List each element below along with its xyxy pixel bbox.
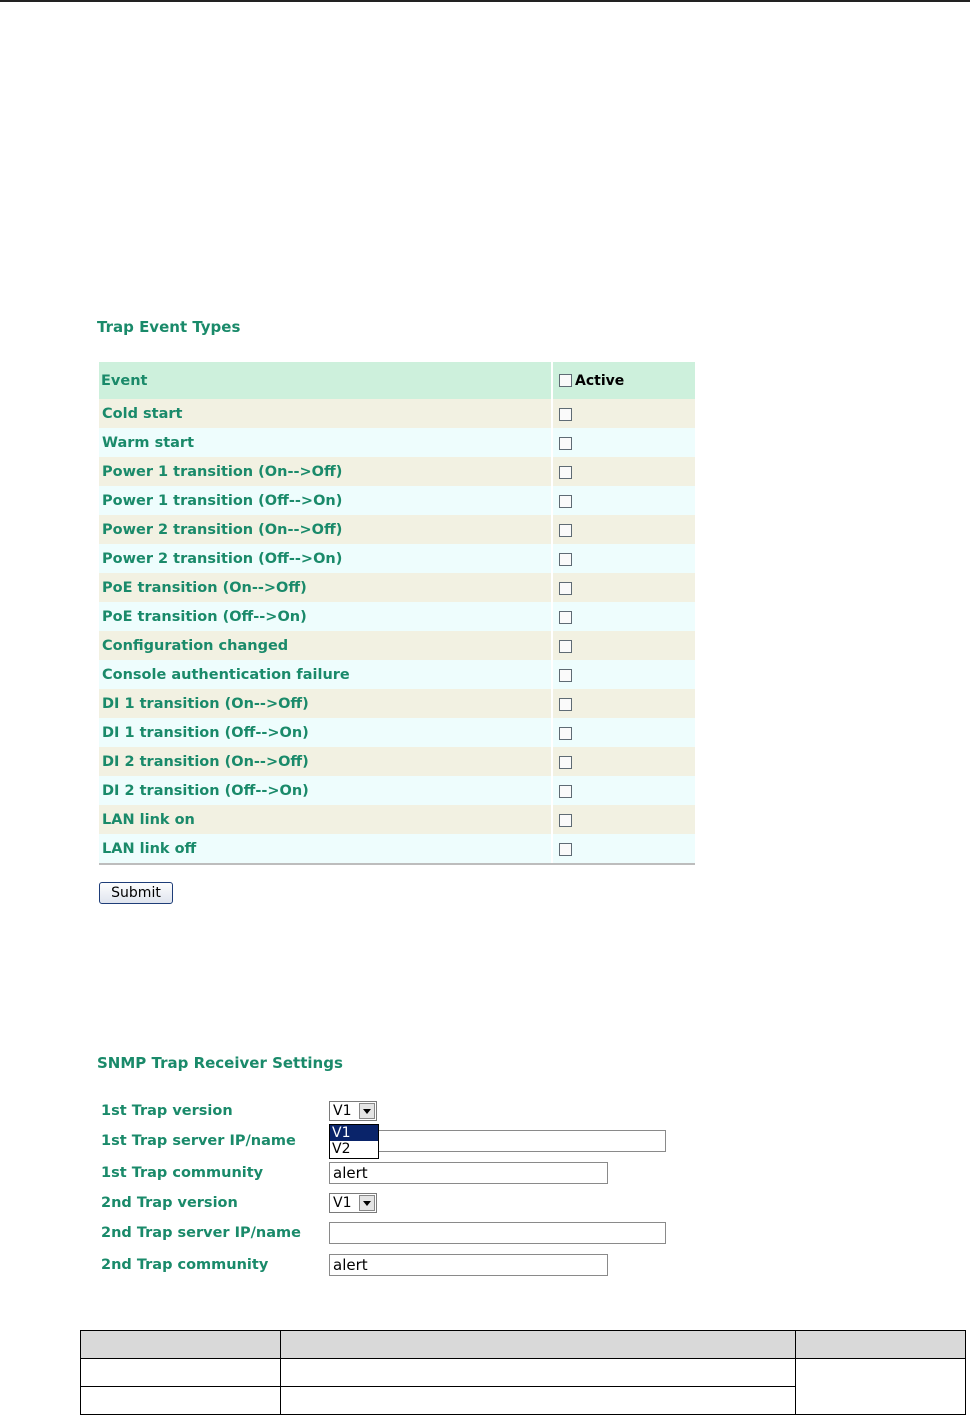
page-top-rule (0, 0, 970, 2)
table-header-cell (796, 1331, 966, 1359)
table-cell (796, 1359, 966, 1415)
active-header-label: Active (575, 372, 625, 389)
chevron-down-icon[interactable] (359, 1103, 375, 1119)
table-row (99, 573, 695, 602)
table-row (99, 515, 695, 544)
version-option-v1[interactable]: V1 (330, 1125, 378, 1141)
receiver-settings-title: SNMP Trap Receiver Settings (97, 1054, 343, 1072)
table-header-row (81, 1331, 966, 1359)
event-label: Power 2 transition (On-->Off) (99, 515, 552, 544)
trap1-server-label: 1st Trap server IP/name (101, 1133, 296, 1149)
event-active-checkbox[interactable] (559, 582, 572, 595)
table-row (99, 486, 695, 515)
event-label: PoE transition (On-->Off) (99, 573, 552, 602)
trap1-version-dropdown-list (329, 1124, 379, 1159)
event-active-checkbox[interactable] (559, 843, 572, 856)
event-label: Power 1 transition (On-->Off) (99, 457, 552, 486)
event-label: DI 2 transition (On-->Off) (99, 747, 552, 776)
table-row (99, 631, 695, 660)
event-label: Power 1 transition (Off-->On) (99, 486, 552, 515)
table-row (99, 602, 695, 631)
active-column-header (552, 362, 695, 399)
trap-event-types-title: Trap Event Types (97, 318, 241, 336)
trap-event-table (99, 362, 695, 865)
event-label: Power 2 transition (Off-->On) (99, 544, 552, 573)
trap2-version-select[interactable] (329, 1193, 377, 1213)
table-row (99, 805, 695, 834)
trap2-community-label: 2nd Trap community (101, 1257, 269, 1273)
table-row (99, 718, 695, 747)
table-row (99, 747, 695, 776)
table-header-row (99, 362, 695, 399)
chevron-down-icon[interactable] (359, 1195, 375, 1211)
description-table (80, 1330, 966, 1415)
event-active-checkbox[interactable] (559, 727, 572, 740)
table-row (99, 544, 695, 573)
event-active-checkbox[interactable] (559, 698, 572, 711)
event-label: DI 1 transition (Off-->On) (99, 718, 552, 747)
event-active-checkbox[interactable] (559, 756, 572, 769)
event-active-checkbox[interactable] (559, 437, 572, 450)
table-header-cell (81, 1331, 281, 1359)
event-label: Warm start (99, 428, 552, 457)
version-option-v2[interactable]: V2 (332, 1141, 351, 1157)
trap1-server-input[interactable] (329, 1130, 666, 1152)
trap2-version-value: V1 (333, 1195, 352, 1211)
event-active-checkbox[interactable] (559, 814, 572, 827)
trap1-version-value: V1 (333, 1103, 352, 1119)
event-active-checkbox[interactable] (559, 495, 572, 508)
table-row (99, 399, 695, 428)
event-active-checkbox[interactable] (559, 669, 572, 682)
table-row (99, 776, 695, 805)
event-label: Configuration changed (99, 631, 552, 660)
table-header-cell (281, 1331, 796, 1359)
trap2-community-input[interactable]: alert (329, 1254, 608, 1276)
trap1-version-label: 1st Trap version (101, 1103, 233, 1119)
event-active-checkbox[interactable] (559, 553, 572, 566)
table-row (99, 428, 695, 457)
table-row (81, 1359, 966, 1387)
event-label: DI 1 transition (On-->Off) (99, 689, 552, 718)
trap1-community-label: 1st Trap community (101, 1165, 264, 1181)
event-label: Cold start (99, 399, 552, 428)
event-column-header: Event (99, 362, 552, 399)
trap2-version-label: 2nd Trap version (101, 1195, 238, 1211)
table-cell (281, 1359, 796, 1387)
event-active-checkbox[interactable] (559, 408, 572, 421)
event-active-checkbox[interactable] (559, 785, 572, 798)
trap1-version-select[interactable] (329, 1101, 377, 1121)
event-label: Console authentication failure (99, 660, 552, 689)
table-row (99, 660, 695, 689)
trap2-server-label: 2nd Trap server IP/name (101, 1225, 301, 1241)
table-row (99, 834, 695, 864)
select-all-checkbox[interactable] (559, 374, 572, 387)
submit-button[interactable]: Submit (99, 882, 173, 904)
event-label: PoE transition (Off-->On) (99, 602, 552, 631)
event-active-checkbox[interactable] (559, 611, 572, 624)
event-active-checkbox[interactable] (559, 640, 572, 653)
event-label: LAN link off (99, 834, 552, 864)
trap1-community-input[interactable]: alert (329, 1162, 608, 1184)
table-cell (81, 1387, 281, 1415)
event-label: DI 2 transition (Off-->On) (99, 776, 552, 805)
table-cell (281, 1387, 796, 1415)
event-active-checkbox[interactable] (559, 466, 572, 479)
table-row (99, 689, 695, 718)
event-active-checkbox[interactable] (559, 524, 572, 537)
trap2-server-input[interactable] (329, 1222, 666, 1244)
event-label: LAN link on (99, 805, 552, 834)
table-cell (81, 1359, 281, 1387)
table-row (99, 457, 695, 486)
